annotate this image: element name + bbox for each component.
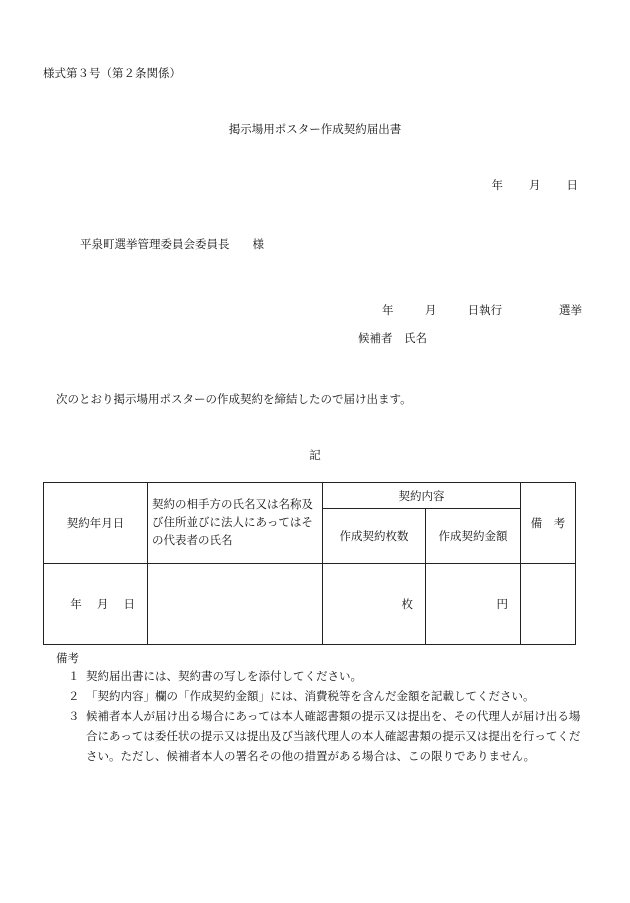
ki-heading: 記 <box>309 448 321 462</box>
cell-remarks[interactable] <box>521 564 576 645</box>
note-item <box>68 686 583 706</box>
election-label: 選挙 <box>559 303 582 317</box>
notes-heading: 備考 <box>56 651 79 665</box>
election-month: 月 <box>424 303 437 317</box>
document-title: 掲示場用ポスター作成契約届出書 <box>228 122 402 136</box>
note-item <box>68 706 583 766</box>
note-text: 「契約内容」欄の「作成契約金額」には、消費税等を含んだ金額を記載してください。 <box>86 689 535 703</box>
date-month: 月 <box>529 178 541 192</box>
note-text: 候補者本人が届け出る場合にあっては本人確認書類の提示又は提出を、その代理人が届け出る場合にあっては委任状の提示又は提出及び当該代理人の本人確認書類の提示又は提出を行ってください。ただし、候補者本人の署名その他の措置がある場合は、この限りでありません。 <box>86 709 581 763</box>
header-counterparty: 契約の相手方の氏名又は名称及び住所並びに法人にあってはその代表者の氏名 <box>148 483 323 564</box>
cell-counterparty[interactable] <box>148 564 323 645</box>
header-num-posters: 作成契約枚数 <box>323 509 426 564</box>
note-number: ２ <box>68 689 80 703</box>
note-text: 契約届出書には、契約書の写しを添付してください。 <box>86 669 362 683</box>
note-item <box>68 666 583 686</box>
date-day: 日 <box>566 178 578 192</box>
cell-sheets[interactable]: 枚 <box>323 564 426 645</box>
body-text: 次のとおり掲示場用ポスターの作成契約を締結したので届け出ます。 <box>56 392 412 406</box>
contract-table <box>43 482 576 645</box>
election-year: 年 <box>382 303 394 317</box>
cell-amount[interactable]: 円 <box>426 564 521 645</box>
header-remarks: 備 考 <box>521 483 576 564</box>
date-year: 年 <box>491 178 503 192</box>
submission-date <box>492 179 579 193</box>
header-amount: 作成契約金額 <box>426 509 521 564</box>
form-number: 様式第３号（第２条関係） <box>43 66 181 80</box>
election-line <box>382 304 582 318</box>
candidate-name-label: 候補者 氏名 <box>358 331 427 345</box>
recipient: 平泉町選挙管理委員会委員長 様 <box>80 237 264 251</box>
note-number: ３ <box>68 709 80 723</box>
table-row <box>44 564 576 645</box>
election-day-held: 日執行 <box>467 303 503 317</box>
note-number: １ <box>68 669 80 683</box>
cell-date[interactable]: 年 月 日 <box>44 564 148 645</box>
header-contract-date: 契約年月日 <box>44 483 148 564</box>
header-contract-details: 契約内容 <box>323 483 521 509</box>
